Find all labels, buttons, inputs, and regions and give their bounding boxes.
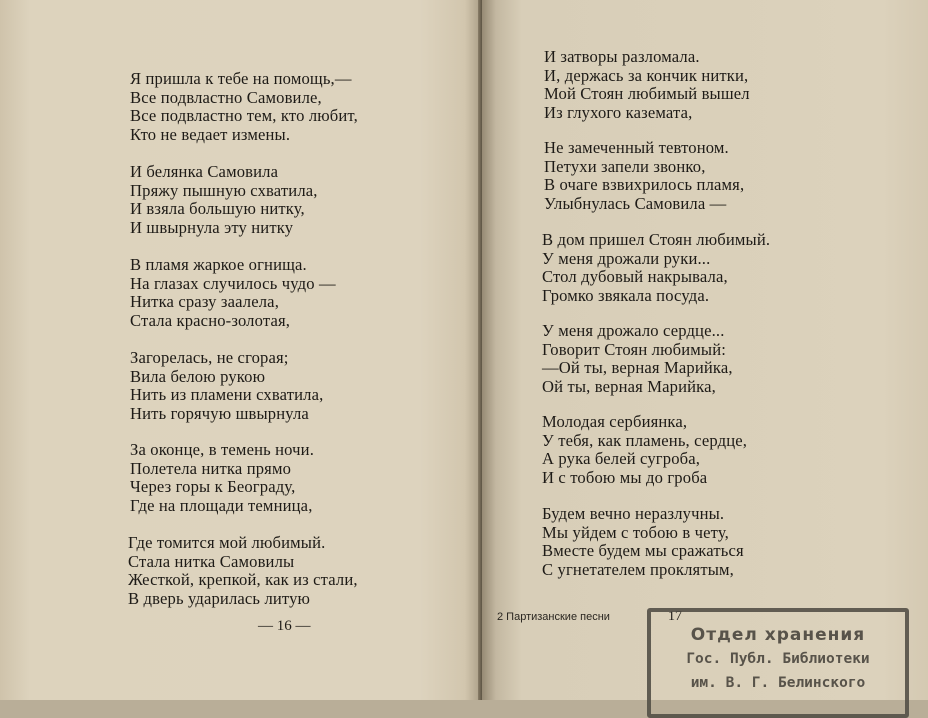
verse-line: Ой ты, верная Марийка, bbox=[542, 376, 716, 396]
left-stanza-3 bbox=[130, 256, 336, 330]
verse-line: У тебя, как пламень, сердце, bbox=[542, 430, 748, 450]
verse-line: Пряжу пышную схватила, bbox=[130, 180, 318, 200]
verse-line: Стол дубовый накрывала, bbox=[542, 267, 728, 287]
verse-line: На глазах случилось чудо — bbox=[130, 273, 336, 293]
verse-line: Стала красно-золотая, bbox=[130, 310, 291, 330]
right-stanza-4 bbox=[542, 322, 733, 396]
verse-line: Громко звякала посуда. bbox=[542, 285, 710, 305]
verse-line: Я пришла к тебе на помощь,— bbox=[130, 69, 352, 88]
verse-line: Нить из пламени схватила, bbox=[130, 385, 324, 405]
right-stanza-1 bbox=[544, 48, 750, 122]
stamp-title: Отдел хранения bbox=[690, 625, 866, 645]
left-page-number: — 16 — bbox=[258, 618, 311, 634]
verse-line: Полетела нитка прямо bbox=[130, 458, 292, 478]
right-stanza-6 bbox=[542, 505, 744, 579]
verse-line: В очаге взвихрилось пламя, bbox=[544, 175, 745, 195]
left-stanza-2 bbox=[130, 163, 318, 237]
verse-line: За оконце, в темень ночи. bbox=[130, 440, 314, 459]
stamp-line-2: им. В. Г. Белинского bbox=[690, 675, 866, 691]
verse-line: Где на площади темница, bbox=[130, 495, 313, 515]
verse-line: Мы уйдем с тобою в чету, bbox=[542, 522, 729, 542]
right-stanza-5 bbox=[542, 413, 747, 487]
verse-line: Молодая сербиянка, bbox=[542, 412, 688, 431]
verse-line: Все подвластно тем, кто любит, bbox=[130, 106, 358, 126]
verse-line: Стала нитка Самовилы bbox=[128, 551, 295, 571]
verse-line: Будем вечно неразлучны. bbox=[542, 504, 725, 523]
right-stanza-2 bbox=[544, 139, 744, 213]
printer-signature: 2 Партизанские песни bbox=[497, 611, 610, 623]
verse-line: Через горы к Београду, bbox=[130, 477, 296, 497]
verse-line: Кто не ведает измены. bbox=[130, 124, 291, 144]
verse-line: У меня дрожали руки... bbox=[542, 248, 711, 268]
verse-line: Все подвластно Самовиле, bbox=[130, 87, 322, 107]
verse-line: И белянка Самовила bbox=[130, 162, 279, 181]
verse-line: Загорелась, не сгорая; bbox=[130, 348, 289, 367]
verse-line: Из глухого каземата, bbox=[544, 102, 693, 122]
verse-line: И, держась за кончик нитки, bbox=[544, 65, 749, 85]
right-stanza-3 bbox=[542, 231, 770, 305]
verse-line: Мой Стоян любимый вышел bbox=[544, 84, 750, 104]
verse-line: А рука белей сугроба, bbox=[542, 449, 701, 469]
right-page-number: 17 bbox=[668, 609, 682, 624]
verse-line: Жесткой, крепкой, как из стали, bbox=[128, 570, 358, 590]
verse-line: С угнетателем проклятым, bbox=[542, 559, 734, 579]
verse-line: Нить горячую швырнула bbox=[130, 403, 309, 423]
verse-line: Вила белою рукою bbox=[130, 366, 266, 386]
verse-line: Нитка сразу заалела, bbox=[130, 292, 279, 312]
verse-line: Улыбнулась Самовила — bbox=[544, 193, 727, 213]
stamp-line-1: Гос. Публ. Библиотеки bbox=[686, 651, 870, 667]
verse-line: —Ой ты, верная Марийка, bbox=[542, 358, 733, 378]
verse-line: У меня дрожало сердце... bbox=[542, 321, 725, 340]
verse-line: В дверь ударилась литую bbox=[128, 588, 311, 608]
left-stanza-6 bbox=[128, 534, 358, 608]
left-stanza-5 bbox=[130, 441, 314, 515]
verse-line: Где томится мой любимый. bbox=[128, 533, 326, 552]
verse-line: И швырнула эту нитку bbox=[130, 217, 294, 237]
right-page bbox=[482, 0, 928, 700]
verse-line: И затворы разломала. bbox=[544, 47, 700, 66]
verse-line: В пламя жаркое огнища. bbox=[130, 255, 307, 274]
left-stanza-4 bbox=[130, 349, 323, 423]
verse-line: И взяла большую нитку, bbox=[130, 199, 305, 219]
verse-line: И с тобою мы до гроба bbox=[542, 467, 708, 487]
left-stanza-1 bbox=[130, 70, 358, 144]
verse-line: В дом пришел Стоян любимый. bbox=[542, 230, 771, 249]
library-stamp bbox=[647, 608, 909, 718]
verse-line: Петухи запели звонко, bbox=[544, 156, 706, 176]
verse-line: Вместе будем мы сражаться bbox=[542, 541, 744, 561]
verse-line: Не замеченный тевтоном. bbox=[544, 138, 729, 157]
verse-line: Говорит Стоян любимый: bbox=[542, 339, 726, 359]
